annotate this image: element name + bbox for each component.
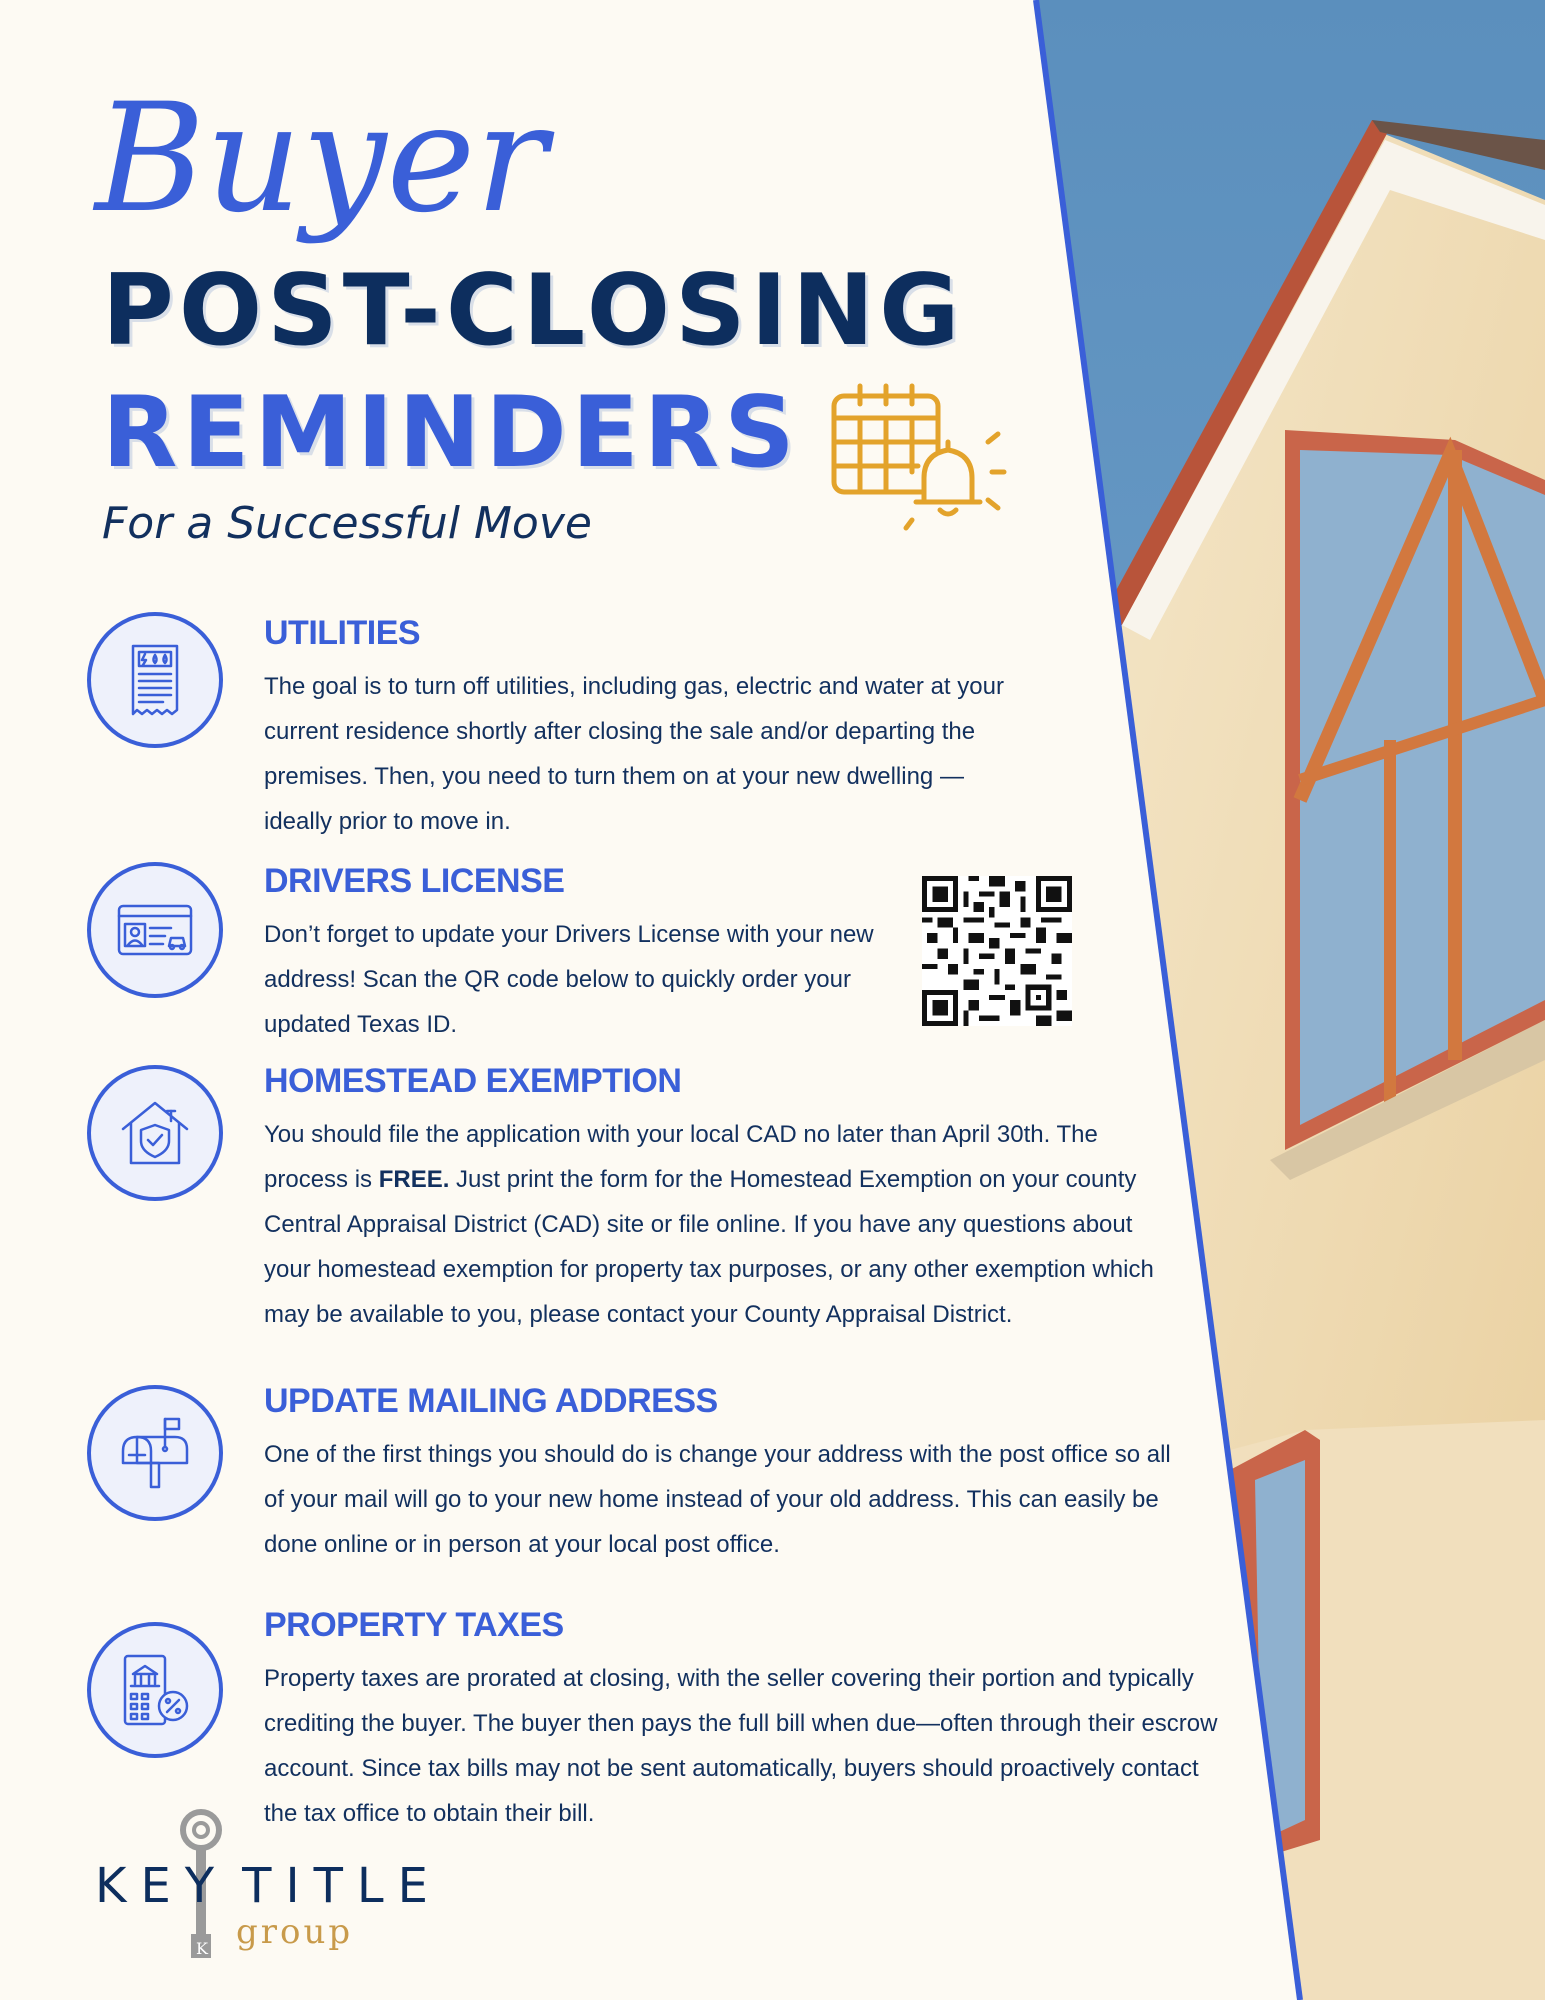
section-title-homestead-exemption: HOMESTEAD EXEMPTION — [264, 1062, 682, 1100]
homestead-free-emphasis: FREE. — [378, 1166, 450, 1193]
section-body-property-taxes: Property taxes are prorated at closing, with the seller covering their portion and typically crediting the buyer. The buyer then pays the full bill when due—often through their escrow account. Since tax bills may not be sent automatically, buyers should proactively contact the tax office to obtain their bill. — [264, 1665, 1218, 1827]
calendar-bell-icon — [828, 382, 1008, 532]
tax-calculator-icon — [87, 1622, 223, 1758]
section-body-utilities: The goal is to turn off utilities, including gas, electric and water at your current residence shortly after closing the sale and/or departing the premises. Then, you need to turn them on at your new dwelling — ideally prior to move in. — [264, 673, 1004, 835]
page-title-line1: POST-CLOSING — [102, 254, 965, 368]
utility-bill-icon — [87, 612, 223, 748]
section-title-update-mailing-address: UPDATE MAILING ADDRESS — [264, 1382, 718, 1420]
logo-wordmark — [95, 1858, 442, 1914]
section-body-update-mailing-address: One of the first things you should do is change your address with the post office so all of your mail will go to your new home instead of your old address. This can easily be done online or in person at your local post office. — [264, 1441, 1171, 1558]
logo-word-group: group — [236, 1912, 354, 1952]
id-card-icon — [87, 862, 223, 998]
script-title — [95, 60, 548, 260]
logo-key-letter: K — [196, 1939, 208, 1958]
logo-word-key: KEY — [95, 1858, 229, 1914]
qr-code[interactable] — [922, 876, 1072, 1026]
homestead-body-part2: Just print the form for the Homestead Exemption on your county Central Appraisal District (CAD) site or file online. If you have any questions about your homestead exemption for property tax purposes, or any other exemption which may be available to you, please contact your County Appraisal District. — [264, 1166, 1154, 1328]
script-word: Buyer — [95, 72, 548, 246]
page-subtitle: For a Successful Move — [102, 498, 592, 549]
section-title-drivers-license: DRIVERS LICENSE — [264, 862, 565, 900]
section-title-property-taxes: PROPERTY TAXES — [264, 1606, 564, 1644]
homestead-body-part1: You should file the application with your local CAD no later than April 30th. The process is — [264, 1121, 1098, 1193]
section-title-utilities: UTILITIES — [264, 614, 421, 652]
page-title-line2: REMINDERS — [102, 376, 800, 490]
mailbox-icon — [87, 1385, 223, 1521]
logo-word-title: TITLE — [242, 1858, 442, 1914]
house-shield-icon — [87, 1065, 223, 1201]
section-body-drivers-license: Don’t forget to update your Drivers License with your new address! Scan the QR code below to quickly order your updated Texas ID. — [264, 921, 874, 1038]
section-body-homestead-exemption — [264, 1112, 1164, 1337]
